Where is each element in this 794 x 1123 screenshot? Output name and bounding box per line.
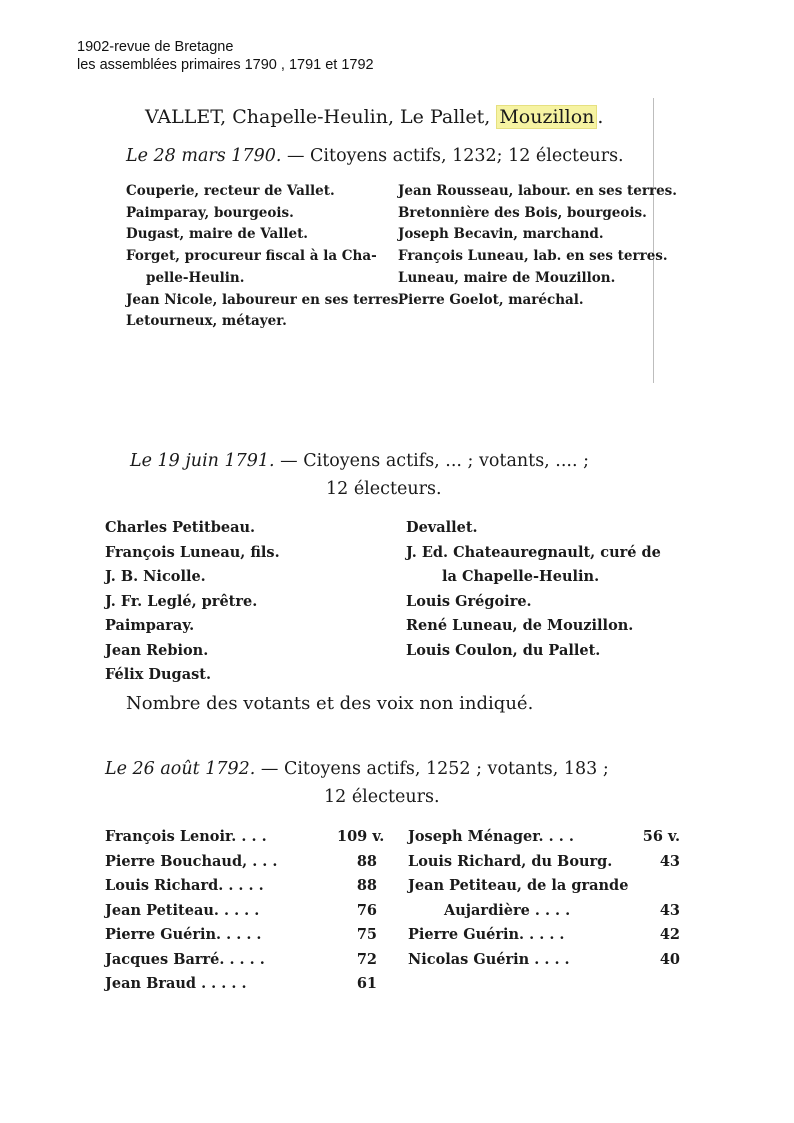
list-item: François Luneau, fils.: [105, 543, 280, 561]
vote-count: 75: [356, 926, 377, 943]
list-item: la Chapelle-Heulin.: [442, 568, 600, 585]
table-row: [105, 972, 377, 997]
list-item: Couperie, recteur de Vallet.: [126, 183, 335, 199]
elector-name: Jean Braud . . . . .: [105, 975, 247, 992]
list-item: Jean Rebion.: [105, 641, 209, 659]
list-item: J. Fr. Leglé, prêtre.: [105, 592, 258, 610]
list-item: Bretonnière des Bois, bourgeois.: [398, 204, 647, 221]
list-item: Devallet.: [406, 519, 478, 536]
elector-name: Joseph Ménager. . . .: [408, 828, 574, 845]
elector-name: Jean Petiteau. . . . .: [105, 901, 260, 919]
table-row: [408, 874, 680, 899]
elector-name: Louis Richard. . . . .: [105, 877, 264, 894]
list-item: Luneau, maire de Mouzillon.: [398, 269, 616, 286]
elector-name: Nicolas Guérin . . . .: [408, 950, 570, 968]
list-item: Jean Rousseau, labour. en ses terres.: [398, 183, 677, 199]
vote-count: 43: [659, 852, 680, 870]
vote-count: 56 v.: [642, 828, 680, 845]
date-1790: Le 28 mars 1790.: [126, 146, 282, 166]
vote-count: [640, 874, 680, 899]
table-row: [408, 850, 680, 875]
list-item: Paimparay, bourgeois.: [126, 204, 294, 221]
table-row: [105, 899, 377, 924]
list-item: Charles Petitbeau.: [105, 519, 256, 536]
vote-count: 76: [356, 901, 377, 919]
list-item: Forget, procureur fiscal à la Cha-: [126, 248, 377, 265]
list-item: Louis Grégoire.: [406, 592, 532, 610]
table-row: [105, 850, 377, 875]
list-item: Dugast, maire de Vallet.: [126, 226, 308, 243]
title-text: VALLET, Chapelle-Heulin, Le Pallet,: [145, 106, 497, 128]
elector-name: Louis Richard, du Bourg.: [408, 852, 613, 870]
list-item: Jean Nicole, laboureur en ses terres.: [126, 291, 404, 308]
date-line-1792: [105, 759, 609, 779]
header-line-1: 1902-revue de Bretagne: [77, 39, 234, 55]
highlighted-word: Mouzillon: [496, 105, 597, 129]
elector-name: Pierre Guérin. . . . .: [105, 926, 262, 943]
list-item: Joseph Becavin, marchand.: [398, 226, 604, 243]
summary-1790: — Citoyens actifs, 1232; 12 électeurs.: [281, 146, 624, 166]
list-item: Félix Dugast.: [105, 666, 211, 683]
table-row: [105, 825, 385, 850]
table-row: [408, 825, 680, 850]
vote-count: 42: [659, 926, 680, 943]
table-row: [105, 923, 377, 948]
title-end: .: [597, 106, 604, 128]
list-item: J. B. Nicolle.: [105, 568, 206, 585]
electors-1792-right: [408, 825, 680, 972]
electors-1791-left: [105, 516, 280, 688]
vote-count: 72: [356, 950, 377, 968]
date-1792: Le 26 août 1792.: [105, 759, 256, 779]
date-1791: Le 19 juin 1791.: [130, 451, 275, 471]
summary-1792-line2: 12 électeurs.: [324, 787, 440, 807]
elector-name: Pierre Bouchaud, . . .: [105, 852, 278, 870]
date-line-1790: [126, 146, 624, 166]
elector-name: François Lenoir. . . .: [105, 828, 267, 845]
list-item: Louis Coulon, du Pallet.: [406, 641, 601, 659]
vote-count: 43: [659, 901, 680, 919]
list-item: Paimparay.: [105, 617, 195, 634]
vote-count: 88: [356, 877, 377, 894]
table-row: [105, 948, 377, 973]
vote-count: 88: [356, 852, 377, 870]
table-row: [408, 923, 680, 948]
table-row: [105, 874, 377, 899]
elector-name: Jean Petiteau, de la grande: [408, 877, 629, 894]
table-row: [408, 899, 680, 924]
list-item: Pierre Goelot, maréchal.: [398, 291, 584, 308]
summary-1791: — Citoyens actifs, ... ; votants, .... ;: [274, 451, 590, 471]
votes-note: Nombre des votants et des voix non indiqué.: [126, 693, 534, 714]
electors-1791-right: [406, 516, 661, 663]
table-row: [408, 948, 680, 973]
list-item: François Luneau, lab. en ses terres.: [398, 248, 668, 265]
electors-1790-left: [126, 181, 403, 333]
electors-1792-left: [105, 825, 385, 997]
electors-1790-right: [398, 181, 677, 311]
header-line-2: les assemblées primaires 1790 , 1791 et 1792: [77, 57, 374, 73]
vote-count: 61: [356, 975, 377, 992]
elector-name: Pierre Guérin. . . . .: [408, 926, 565, 943]
elector-name: Aujardière . . . .: [444, 901, 571, 919]
summary-1792: — Citoyens actifs, 1252 ; votants, 183 ;: [255, 759, 609, 779]
section-title: [145, 106, 603, 128]
list-item: pelle-Heulin.: [146, 269, 245, 286]
vote-count: 40: [659, 950, 680, 968]
summary-1791-line2: 12 électeurs.: [326, 479, 442, 499]
document-header: [77, 38, 374, 74]
list-item: René Luneau, de Mouzillon.: [406, 617, 634, 634]
date-line-1791: [130, 451, 589, 471]
list-item: J. Ed. Chateauregnault, curé de: [406, 543, 661, 561]
elector-name: Jacques Barré. . . . .: [105, 950, 265, 968]
list-item: Letourneux, métayer.: [126, 313, 287, 330]
vote-count: 109 v.: [337, 828, 385, 845]
